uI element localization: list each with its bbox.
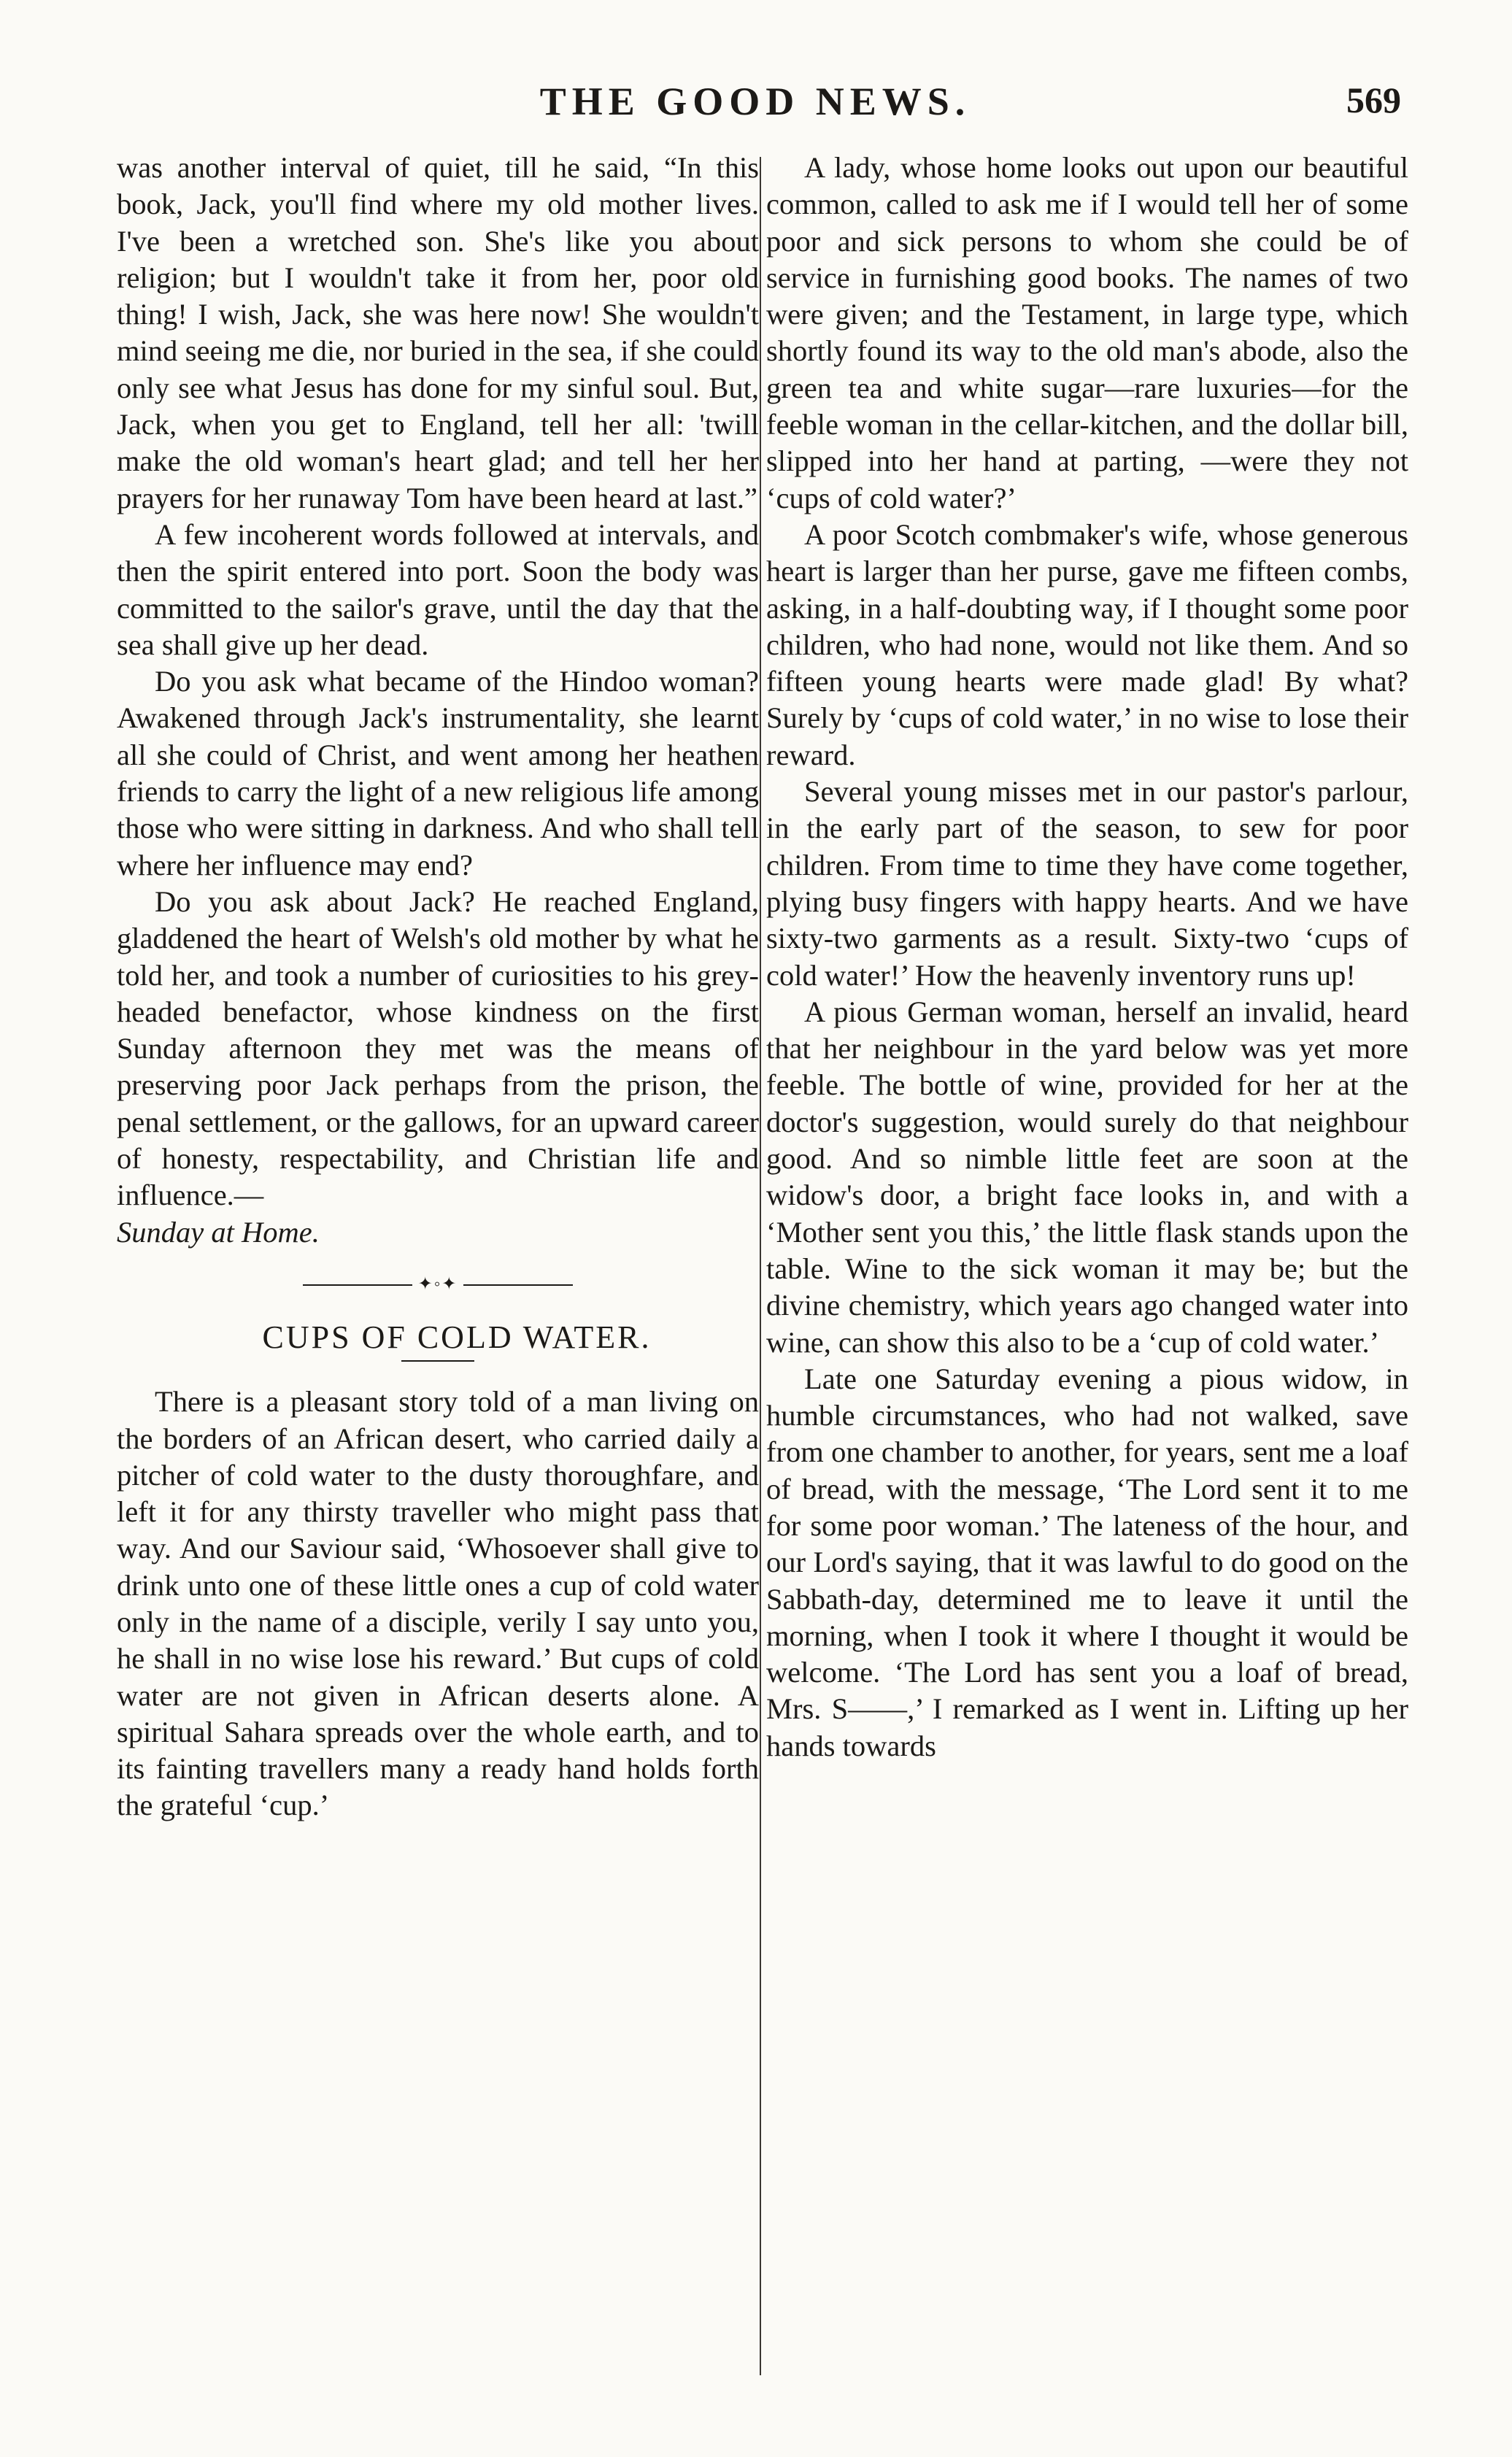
title-rule [401, 1360, 474, 1362]
column-divider [760, 157, 761, 2375]
paragraph: Do you ask about Jack? He reached England, gladdened the heart of Welsh's old mother by what he told her, and took a number of curiosities to his grey-headed benefactor, whose kindness on the first Sunday afternoon they met was the means of preserving poor Jack perhaps from the prison, the penal settlement, or the gallows, for an upward career of honesty, respectability, and Christian life and influence.— [117, 884, 759, 1212]
page-number: 569 [1346, 80, 1401, 120]
paragraph: Late one Saturday evening a pious widow, in humble circumstances, who had not walked, save from one chamber to another, for years, sent me a loaf of bread, with the message, ‘The Lord sent it to me for some poor woman.’ The lateness of the hour, and our Lord's saying, that it was lawful to do good on the Sabbath-day, determined me to leave it until the morning, when I took it where I thought it would be welcome. ‘The Lord has sent you a loaf of bread, Mrs. S——,’ I remarked as I went in. Lifting up her hands towards [766, 1362, 1408, 1762]
running-title: THE GOOD NEWS. [539, 80, 971, 123]
paragraph: A poor Scotch combmaker's wife, whose generous heart is larger than her purse, gave me fifteen combs, asking, in a half-doubting way, if I thought some poor children, who had none, would not like them. And so fifteen young hearts were made glad! By what? Surely by ‘cups of cold water,’ in no wise to lose their reward. [766, 517, 1408, 771]
paragraph: was another interval of quiet, till he said, “In this book, Jack, you'll find where my old mother lives. I've been a wretched son. She's like you about religion; but I wouldn't take it from her, poor old thing! I wish, Jack, she was here now! She wouldn't mind seeing me die, nor buried in the sea, if she could only see what Jesus has done for my sinful soul. But, Jack, when you get to England, tell her all: 'twill make the old woman's heart glad; and tell her her prayers for her runaway Tom have been heard at last.” [117, 151, 759, 514]
section-title: CUPS OF COLD WATER. [262, 1319, 652, 1355]
paragraph: A lady, whose home looks out upon our beautiful common, called to ask me if I would tell her of some poor and sick persons to whom she could be of service in furnishing good books. The names of two were given; and the Testament, in large type, which shortly found its way to the old man's abode, also the green tea and white sugar—rare luxuries—for the feeble woman in the cellar-kitchen, and the dollar bill, slipped into her hand at parting, —were they not ‘cups of cold water?’ [766, 151, 1408, 514]
paragraph: A few incoherent words followed at intervals, and then the spirit entered into port. Soon the body was committed to the sailor's grave, until the day that the sea shall give up her dead. [117, 517, 759, 661]
left-column [117, 150, 759, 1824]
paragraph: A pious German woman, herself an invalid, heard that her neighbour in the yard below was yet more feeble. The bottle of wine, provided for her at the doctor's suggestion, would surely do that neighbour good. And so nimble little feet are soon at the widow's door, a bright face looks in, and with a ‘Mother sent you this,’ the little flask stands upon the table. Wine to the sick woman it may be; but the divine chemistry, which years ago changed water into wine, can show this also to be a ‘cup of cold water.’ [766, 995, 1408, 1359]
source-attribution: Sunday at Home. [117, 1215, 320, 1249]
page-header [109, 79, 1401, 130]
section-ornament: ✦◦✦ [117, 1276, 759, 1293]
paragraph: Several young misses met in our pastor's parlour, in the early part of the season, to sew for poor children. From time to time they have come together, plying busy fingers with happy hearts. And we have sixty-two garments as a result. Sixty-two ‘cups of cold water!’ How the heavenly inventory runs up! [766, 775, 1408, 992]
paragraph: There is a pleasant story told of a man living on the borders of an African desert, who carried daily a pitcher of cold water to the dusty thoroughfare, and left it for any thirsty traveller who might pass that way. And our Saviour said, ‘Whosoever shall give to drink unto one of these little ones a cup of cold water only in the name of a disciple, verily I say unto you, he shall in no wise lose his reward.’ But cups of cold water are not given in African deserts alone. A spiritual Sahara spreads over the whole earth, and to its fainting travellers many a ready hand holds forth the grateful ‘cup.’ [117, 1385, 759, 1822]
right-column [766, 150, 1408, 1764]
paragraph: Do you ask what became of the Hindoo woman? Awakened through Jack's instrumentality, she learnt all she could of Christ, and went among her heathen friends to carry the light of a new religious life among those who were sitting in darkness. And who shall tell where her influence may end? [117, 665, 759, 882]
